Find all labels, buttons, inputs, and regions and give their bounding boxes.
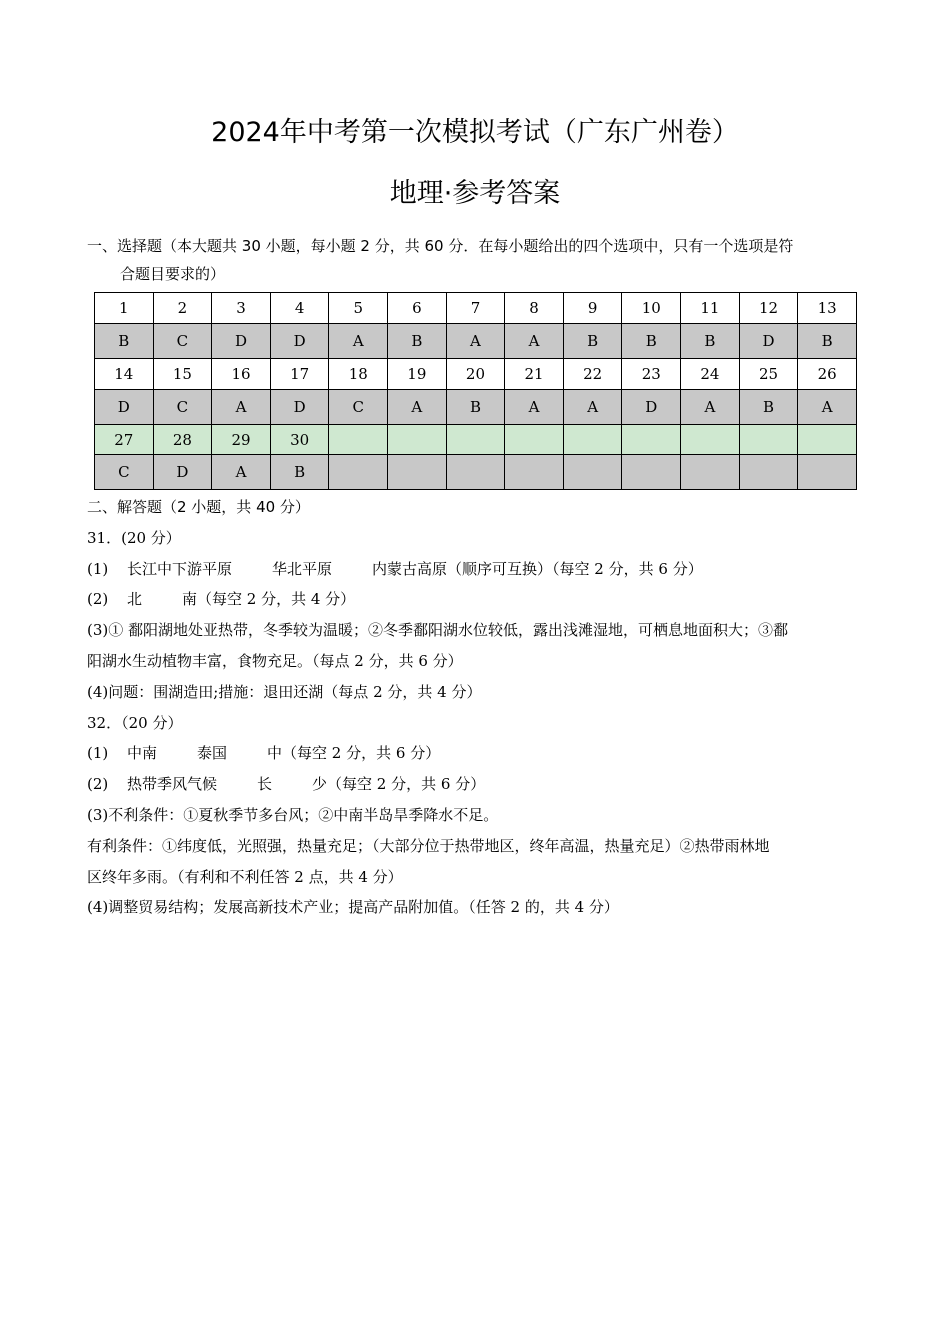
q31-part3-line2: 阳湖水生动植物丰富，食物充足。（每点 2 分，共 6 分） bbox=[87, 651, 463, 670]
question-number-cell: 14 bbox=[95, 359, 154, 390]
answer-letter-cell bbox=[505, 455, 564, 490]
answer-table bbox=[94, 292, 857, 490]
answer-letter-cell: B bbox=[95, 324, 154, 359]
question-number-cell: 18 bbox=[329, 359, 388, 390]
q31-title: 31．(20 分） bbox=[87, 528, 181, 547]
question-number-cell: 7 bbox=[446, 293, 505, 324]
question-number-cell: 23 bbox=[622, 359, 681, 390]
q32-part2-label: (2) bbox=[87, 775, 109, 794]
question-number-cell bbox=[681, 425, 740, 455]
q32-part1-answer-c: 中（每空 2 分，共 6 分） bbox=[267, 744, 441, 763]
q32-part2-answer-b: 长 bbox=[257, 775, 273, 794]
q31-part2-label: (2) bbox=[87, 590, 109, 609]
answer-letter-cell: A bbox=[798, 390, 857, 425]
q31-part2-answer-b: 南（每空 2 分，共 4 分） bbox=[182, 590, 356, 609]
answer-table-row bbox=[95, 359, 857, 390]
answer-letter-cell: A bbox=[388, 390, 447, 425]
question-number-cell: 13 bbox=[798, 293, 857, 324]
question-number-cell: 15 bbox=[153, 359, 212, 390]
question-number-cell bbox=[739, 425, 798, 455]
question-number-cell bbox=[446, 425, 505, 455]
question-number-cell: 9 bbox=[563, 293, 622, 324]
question-number-cell bbox=[388, 425, 447, 455]
answer-letter-cell: D bbox=[270, 324, 329, 359]
question-number-cell: 30 bbox=[270, 425, 329, 455]
question-number-cell: 4 bbox=[270, 293, 329, 324]
section2-heading: 二、解答题（2 小题，共 40 分） bbox=[87, 498, 310, 516]
answer-letter-cell bbox=[681, 455, 740, 490]
question-number-cell: 29 bbox=[212, 425, 271, 455]
q32-part1-answer-b: 泰国 bbox=[197, 744, 228, 763]
answer-table-row bbox=[95, 425, 857, 455]
question-number-cell bbox=[505, 425, 564, 455]
answer-letter-cell bbox=[388, 455, 447, 490]
answer-letter-cell: A bbox=[212, 455, 271, 490]
answer-letter-cell: D bbox=[622, 390, 681, 425]
q31-part1-answer-a: 长江中下游平原 bbox=[127, 559, 233, 578]
question-number-cell bbox=[329, 425, 388, 455]
answer-letter-cell: C bbox=[329, 390, 388, 425]
answer-letter-cell: A bbox=[505, 324, 564, 359]
q32-part2-answer-a: 热带季风气候 bbox=[127, 775, 218, 794]
q32-part2-answer-c: 少（每空 2 分，共 6 分） bbox=[312, 775, 486, 794]
answer-letter-cell: B bbox=[446, 390, 505, 425]
question-number-cell: 2 bbox=[153, 293, 212, 324]
q31-part1-answer-b: 华北平原 bbox=[272, 559, 333, 578]
answer-letter-cell: B bbox=[739, 390, 798, 425]
answer-letter-cell: D bbox=[212, 324, 271, 359]
question-number-cell: 22 bbox=[563, 359, 622, 390]
q32-part3-line3: 区终年多雨。（有利和不利任答 2 点，共 4 分） bbox=[87, 867, 403, 886]
question-number-cell: 19 bbox=[388, 359, 447, 390]
question-number-cell: 1 bbox=[95, 293, 154, 324]
question-number-cell: 26 bbox=[798, 359, 857, 390]
question-number-cell: 27 bbox=[95, 425, 154, 455]
q31-part1-answer-c: 内蒙古高原（顺序可互换）（每空 2 分，共 6 分） bbox=[372, 559, 703, 578]
q32-part2 bbox=[87, 769, 867, 800]
question-number-cell: 28 bbox=[153, 425, 212, 455]
question-number-cell: 16 bbox=[212, 359, 271, 390]
page-title: 2024年中考第一次模拟考试（广东广州卷） bbox=[211, 117, 739, 148]
answer-letter-cell: B bbox=[798, 324, 857, 359]
answer-letter-cell: D bbox=[739, 324, 798, 359]
page-subtitle: 地理·参考答案 bbox=[389, 178, 561, 209]
answer-letter-cell: A bbox=[329, 324, 388, 359]
answer-letter-cell: B bbox=[270, 455, 329, 490]
q31-part3-line1: (3)① 鄱阳湖地处亚热带，冬季较为温暖；②冬季鄱阳湖水位较低，露出浅滩湿地，可栖息地面积大；③鄱 bbox=[87, 621, 789, 640]
answer-letter-cell: B bbox=[563, 324, 622, 359]
answer-letter-cell: B bbox=[681, 324, 740, 359]
question-number-cell bbox=[798, 425, 857, 455]
answer-letter-cell: D bbox=[153, 455, 212, 490]
question-number-cell: 25 bbox=[739, 359, 798, 390]
answer-letter-cell bbox=[622, 455, 681, 490]
question-number-cell: 10 bbox=[622, 293, 681, 324]
q32-part1-answer-a: 中南 bbox=[127, 744, 158, 763]
section1-line2: 合题目要求的） bbox=[120, 265, 226, 283]
answer-letter-cell: A bbox=[505, 390, 564, 425]
question-number-cell bbox=[563, 425, 622, 455]
answer-letter-cell: C bbox=[95, 455, 154, 490]
answer-letter-cell bbox=[329, 455, 388, 490]
answer-table-row bbox=[95, 390, 857, 425]
q31-part2-answer-a: 北 bbox=[127, 590, 143, 609]
answer-table-row bbox=[95, 324, 857, 359]
answer-letter-cell: B bbox=[388, 324, 447, 359]
answer-table-row bbox=[95, 455, 857, 490]
answer-letter-cell: A bbox=[446, 324, 505, 359]
question-number-cell: 24 bbox=[681, 359, 740, 390]
section1-line1: 一、选择题（本大题共 30 小题，每小题 2 分，共 60 分．在每小题给出的四个选项中，只有一个选项是符 bbox=[87, 237, 794, 255]
answers-body bbox=[87, 492, 867, 923]
q31-part1-label: (1) bbox=[87, 559, 109, 578]
answer-letter-cell: A bbox=[563, 390, 622, 425]
question-number-cell: 11 bbox=[681, 293, 740, 324]
q32-title: 32．（20 分） bbox=[87, 713, 183, 732]
answer-letter-cell: A bbox=[681, 390, 740, 425]
section1-heading bbox=[87, 232, 867, 288]
answer-letter-cell: D bbox=[95, 390, 154, 425]
question-number-cell: 21 bbox=[505, 359, 564, 390]
q32-part1 bbox=[87, 738, 867, 769]
question-number-cell: 8 bbox=[505, 293, 564, 324]
answer-letter-cell bbox=[563, 455, 622, 490]
answer-letter-cell bbox=[739, 455, 798, 490]
q32-part3-line2: 有利条件：①纬度低，光照强，热量充足；（大部分位于热带地区，终年高温，热量充足）②热带雨林地 bbox=[87, 836, 770, 855]
q31-part2 bbox=[87, 584, 867, 615]
answer-letter-cell bbox=[798, 455, 857, 490]
question-number-cell: 5 bbox=[329, 293, 388, 324]
question-number-cell: 6 bbox=[388, 293, 447, 324]
question-number-cell: 17 bbox=[270, 359, 329, 390]
answer-table-row bbox=[95, 293, 857, 324]
q32-part1-label: (1) bbox=[87, 744, 109, 763]
answer-letter-cell: C bbox=[153, 324, 212, 359]
answer-letter-cell: D bbox=[270, 390, 329, 425]
question-number-cell: 3 bbox=[212, 293, 271, 324]
question-number-cell: 12 bbox=[739, 293, 798, 324]
q32-part4: (4)调整贸易结构；发展高新技术产业；提高产品附加值。（任答 2 的，共 4 分） bbox=[87, 898, 619, 917]
q31-part4: (4)问题：围湖造田;措施：退田还湖（每点 2 分，共 4 分） bbox=[87, 682, 482, 701]
q31-part1 bbox=[87, 554, 867, 585]
question-number-cell bbox=[622, 425, 681, 455]
answer-letter-cell: B bbox=[622, 324, 681, 359]
answer-letter-cell: A bbox=[212, 390, 271, 425]
q32-part3-line1: (3)不利条件：①夏秋季节多台风；②中南半岛旱季降水不足。 bbox=[87, 805, 499, 824]
answer-letter-cell: C bbox=[153, 390, 212, 425]
answer-letter-cell bbox=[446, 455, 505, 490]
question-number-cell: 20 bbox=[446, 359, 505, 390]
